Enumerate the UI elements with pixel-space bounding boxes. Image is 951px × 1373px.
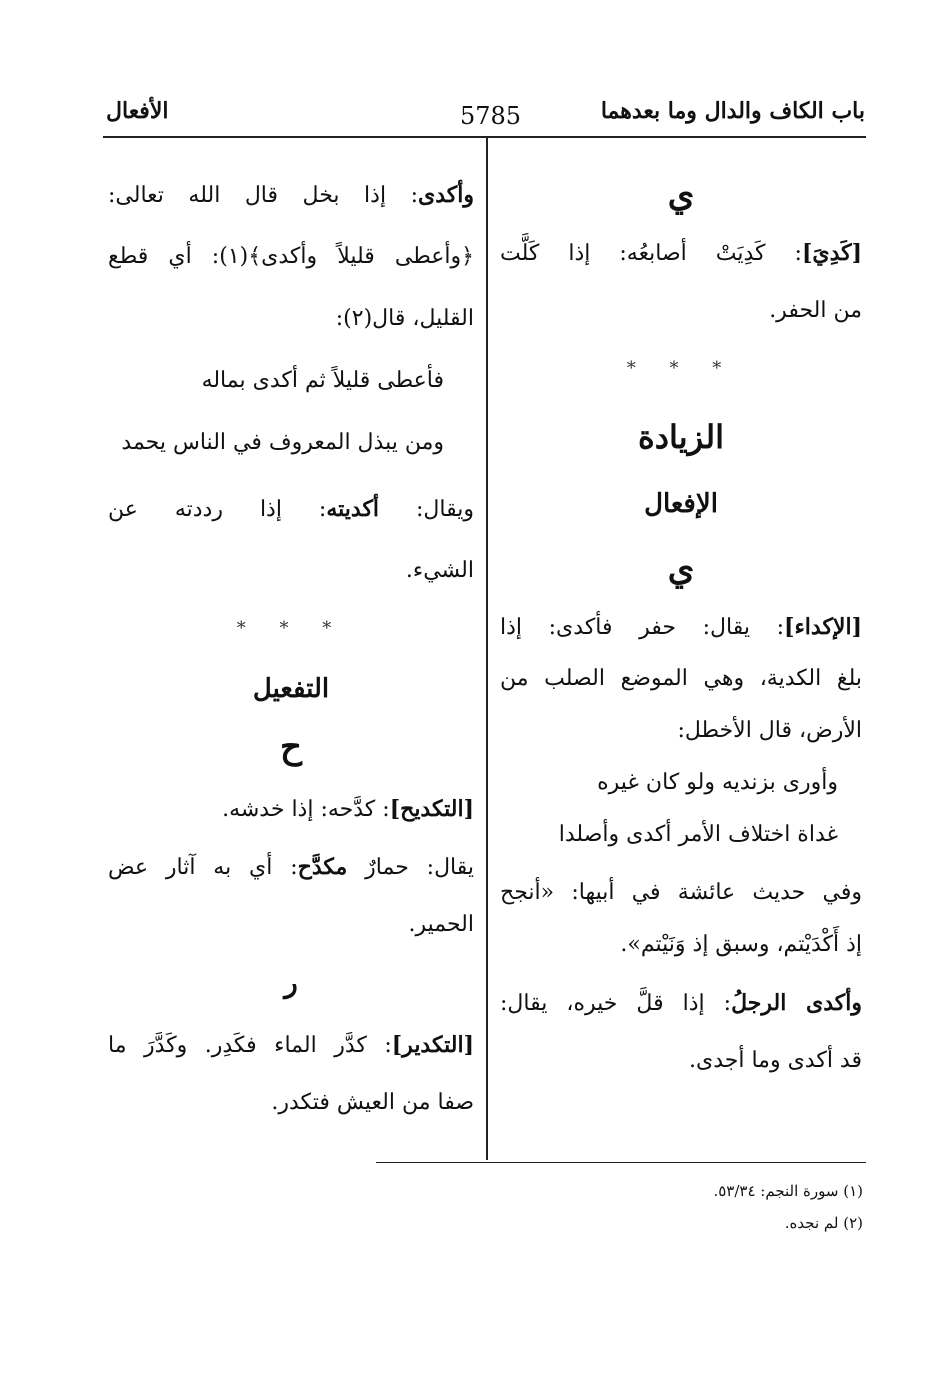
entry-text: : كدَّحه: إذا خدشه. xyxy=(222,797,390,822)
entry-text: : أي به آثار عض xyxy=(108,855,298,880)
entry-text: : إذا قلَّ خيره، يقال: xyxy=(500,991,732,1016)
left-column xyxy=(108,175,474,1141)
chapter-title: باب الكاف والدال وما بعدهما xyxy=(600,98,865,124)
letter-heading: ح xyxy=(280,727,302,767)
entry-line: وفي حديث عائشة في أبيها: «أنجح xyxy=(500,880,862,905)
entry-line: قد أكدى وما أجدى. xyxy=(689,1048,862,1073)
entry-line: القليل، قال(٢): xyxy=(335,306,474,331)
running-header xyxy=(100,98,865,138)
letter-heading: ر xyxy=(284,966,298,999)
entry-line xyxy=(108,847,474,905)
poem-line: فأعطى قليلاً ثم أكدى بماله xyxy=(201,368,444,393)
entry-line xyxy=(500,233,862,291)
section-title: الزيادة xyxy=(638,418,724,456)
entry-line: الشيء. xyxy=(405,558,474,583)
entry-term: [الإكداء] xyxy=(784,614,862,640)
entry-text: ويقال: xyxy=(379,497,474,522)
poem-line: ومن يبذل المعروف في الناس يحمد xyxy=(121,430,444,455)
footnote-2: (٢) لم نجده. xyxy=(784,1214,863,1232)
entry-text: : إذا رددته عن xyxy=(108,497,327,522)
entry-term: وأكدى الرجلُ xyxy=(731,990,862,1016)
entry-line xyxy=(108,489,474,551)
footnote-rule xyxy=(376,1162,866,1163)
entry-line: من الحفر. xyxy=(769,298,862,323)
footnotes xyxy=(463,1178,863,1242)
letter-heading: ي xyxy=(667,549,695,589)
entry-line: الحمير. xyxy=(408,912,474,937)
section-name: الأفعال xyxy=(106,98,169,124)
entry-line xyxy=(500,607,862,659)
entry-term: أكديته xyxy=(326,496,380,522)
entry-term: [التكديح] xyxy=(389,796,474,822)
entry-line: إذ أَكْدَيْتم، وسبق إذ وَنَيْتم». xyxy=(620,932,862,957)
footnote-1: (١) سورة النجم: ٥٣/٣٤. xyxy=(713,1182,863,1200)
entry-text: : كَدِيَتْ أصابعُه: إذا كَلَّت xyxy=(500,241,802,266)
verse-line: غداة اختلاف الأمر أكدى وأصلدا xyxy=(558,822,838,847)
verse-line: وأورى بزنديه ولو كان غيره xyxy=(597,770,838,795)
entry-line: الأرض، قال الأخطل: xyxy=(677,718,862,743)
entry-text: : يقال: حفر فأكدى: إذا xyxy=(500,615,785,640)
letter-heading: ي xyxy=(667,175,695,215)
entry-line xyxy=(108,789,474,847)
entry-text: يقال: حمارٌ xyxy=(347,855,474,880)
entry-term: مكدَّح xyxy=(297,854,348,880)
entry-line: بلغ الكدية، وهي الموضع الصلب من xyxy=(500,666,862,691)
subsection-title: التفعيل xyxy=(252,674,330,704)
entry-text: : إذا بخل قال الله تعالى: xyxy=(108,183,419,208)
separator-stars: * * * xyxy=(626,358,736,379)
entry-term: [كَدِيَ] xyxy=(801,240,862,266)
entry-line xyxy=(500,983,862,1041)
subsection-title: الإفعال xyxy=(644,489,718,519)
separator-stars: * * * xyxy=(236,618,346,639)
entry-line xyxy=(108,175,474,237)
header-rule xyxy=(103,136,866,138)
entry-line: ﴿وأعطى قليلاً وأكدى﴾(١): أي قطع xyxy=(108,244,474,269)
entry-line: صفا من العيش فتكدر. xyxy=(271,1090,474,1115)
right-column xyxy=(500,175,862,1099)
column-divider xyxy=(486,138,488,1160)
entry-term: [التكدير] xyxy=(391,1032,474,1058)
entry-text: : كدَّر الماء فكَدِر. وكَدَّرَ ما xyxy=(108,1033,392,1058)
page-number: 5785 xyxy=(460,102,522,130)
entry-term: وأكدى xyxy=(418,182,474,208)
entry-line xyxy=(108,1025,474,1083)
